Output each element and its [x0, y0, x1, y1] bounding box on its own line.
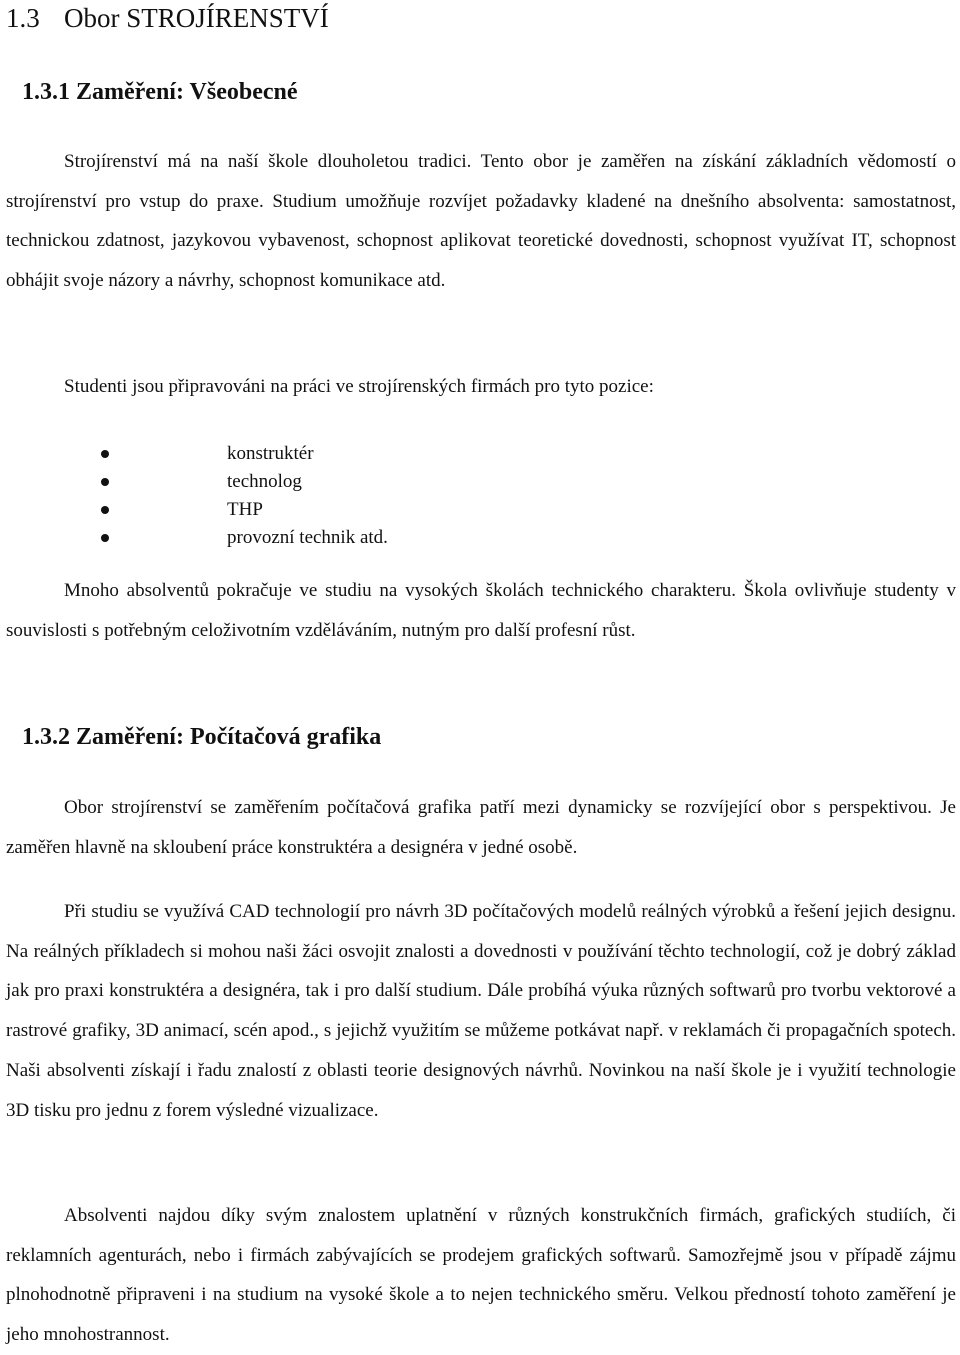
list-item — [0, 440, 600, 468]
list-item — [0, 468, 600, 496]
paragraph-positions-intro: Studenti jsou připravováni na práci ve strojírenských firmách pro tyto pozice: — [64, 376, 654, 397]
paragraph-cad: Při studiu se využívá CAD technologií pro návrh 3D počítačových modelů reálných výrobků a řešení jejich designu. Na reálných příkladech si mohou naši žáci osvojit znalosti a dovednosti v používání těchto technologií, což je dobrý základ jak pro praxi konstruktéra a designéra, tak i pro další studium. Dále probíhá výuka různých softwarů pro tvorbu vektorové a rastrové grafiky, 3D animací, scén apod., s jejichž využitím se můžeme potkávat např. v reklamách či propagačních spotech. Naši absolventi získají i řadu znalostí z oblasti teorie designových návrhů. Novinkou na naší škole je i využití technologie 3D tisku pro jednu z forem výsledné vizualizace. — [6, 901, 956, 1121]
list-item — [0, 524, 600, 552]
list-item-label: technolog — [227, 471, 302, 492]
section-number: 1.3 — [6, 3, 40, 33]
list-item — [0, 496, 600, 524]
subsection-heading-graphics: 1.3.2 Zaměření: Počítačová grafika — [22, 724, 382, 750]
subsection-heading-general: 1.3.1 Zaměření: Všeobecné — [22, 79, 298, 105]
bullet-icon — [101, 478, 109, 486]
list-item-label: THP — [227, 499, 263, 520]
paragraph-graduates: Absolventi najdou díky svým znalostem uplatnění v různých konstrukčních firmách, grafických studiích, či reklamních agenturách, nebo i firmách zabývajících se prodejem grafických softwarů. Samozřejmě jsou v případě zájmu plnohodnotně připraveni i na studium na vysoké škole a to nejen technického směru. Velkou předností tohoto zaměření je jeho mnohostrannost. — [6, 1205, 956, 1346]
positions-list — [0, 440, 600, 552]
bullet-icon — [101, 534, 109, 542]
paragraph-graphics-intro: Obor strojírenství se zaměřením počítačová grafika patří mezi dynamicky se rozvíjející obor s perspektivou. Je zaměřen hlavně na skloubení práce konstruktéra a designéra v jedné osobě. — [6, 797, 956, 858]
section-heading — [6, 0, 329, 36]
paragraph-further-study: Mnoho absolventů pokračuje ve studiu na vysokých školách technického charakteru. Škola ovlivňuje studenty v souvislosti s potřebným celoživotním vzděláváním, nutným pro další profesní růst. — [6, 580, 956, 641]
bullet-icon — [101, 450, 109, 458]
list-item-label: provozní technik atd. — [227, 527, 388, 548]
section-title: Obor STROJÍRENSTVÍ — [64, 3, 329, 33]
bullet-icon — [101, 506, 109, 514]
paragraph-intro: Strojírenství má na naší škole dlouholetou tradici. Tento obor je zaměřen na získání základních vědomostí o strojírenství pro vstup do praxe. Studium umožňuje rozvíjet požadavky kladené na dnešního absolventa: samostatnost, technickou zdatnost, jazykovou vybavenost, schopnost aplikovat teoretické dovednosti, schopnost využívat IT, schopnost obhájit svoje názory a návrhy, schopnost komunikace atd. — [6, 151, 956, 292]
list-item-label: konstruktér — [227, 443, 314, 464]
